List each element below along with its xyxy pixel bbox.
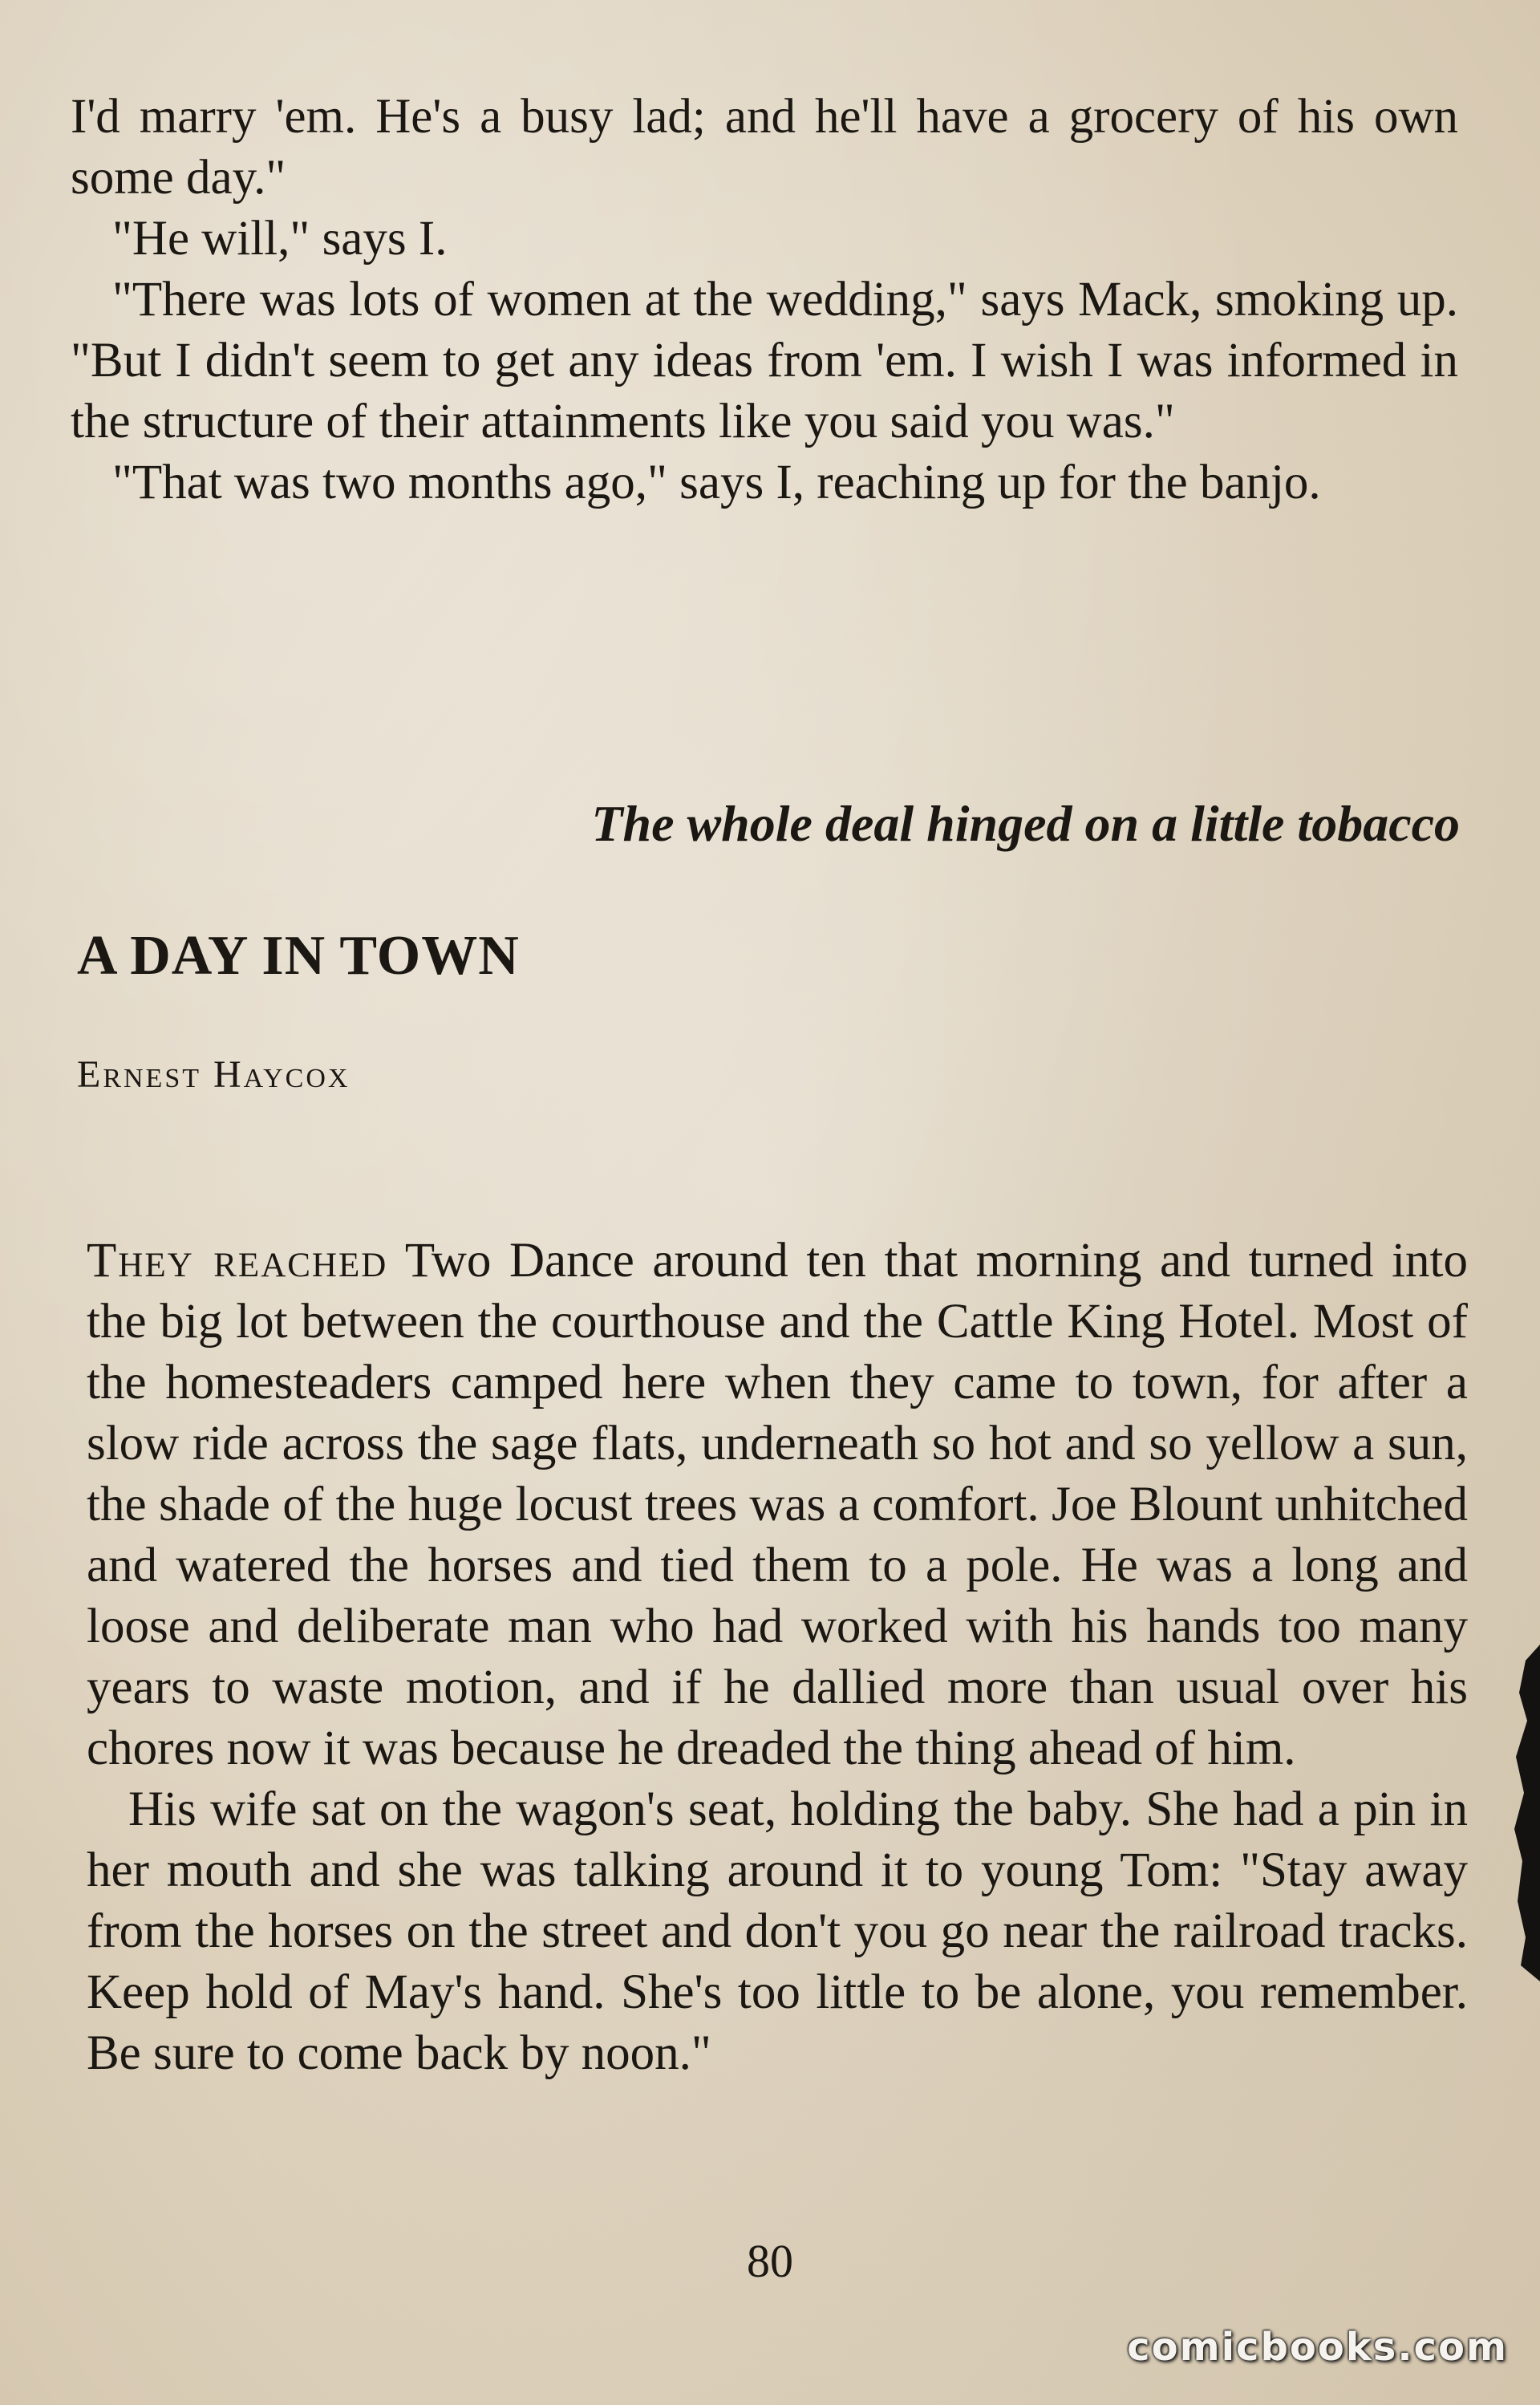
previous-story-ending [71,87,1458,513]
story-title: A DAY IN TOWN [77,925,520,987]
lead-in-small-caps: They reached [87,1234,388,1288]
author-name: Ernest Haycox [77,1053,351,1096]
page-number: 80 [747,2235,793,2287]
paragraph: His wife sat on the wagon's seat, holding the baby. She had a pin in her mouth and she was talking around it to young Tom: "Stay away from the horses on the street and don't you go near the railroad tracks. Keep hold of May's hand. She's too little to be alone, you remember. Be sure to come back by noon." [87,1782,1468,2080]
watermark-logo: comicbooks.com [1127,2325,1508,2370]
story-tagline: The whole deal hinged on a little tobacco [591,795,1460,852]
paragraph: "That was two months ago," says I, reaching up for the banjo. [112,456,1321,509]
paragraph: "He will," says I. [112,212,448,266]
paragraph [87,1231,1468,1779]
torn-edge-mark [1508,1645,1540,1981]
paragraph-text: Two Dance around ten that morning and turned into the big lot between the courthouse and the Cattle King Hotel. Most of the homesteaders camped here when they came to town, for after a slow ride across the sage flats, underneath so hot and so yellow a sun, the shade of the huge locust trees was a comfort. Joe Blount unhitched and watered the horses and tied them to a pole. He was a long and loose and deliberate man who had worked with his hands too many years to waste motion, and if he dallied more than usual over his chores now it was because he dreaded the thing ahead of him. [87,1234,1469,1775]
paragraph: I'd marry 'em. He's a busy lad; and he'll have a grocery of his own some day." [71,90,1458,205]
story-body [87,1231,1468,2084]
paragraph: "There was lots of women at the wedding," says Mack, smoking up. "But I didn't seem to get any ideas from 'em. I wish I was informed in the structure of their attainments like you said you was." [71,273,1458,448]
